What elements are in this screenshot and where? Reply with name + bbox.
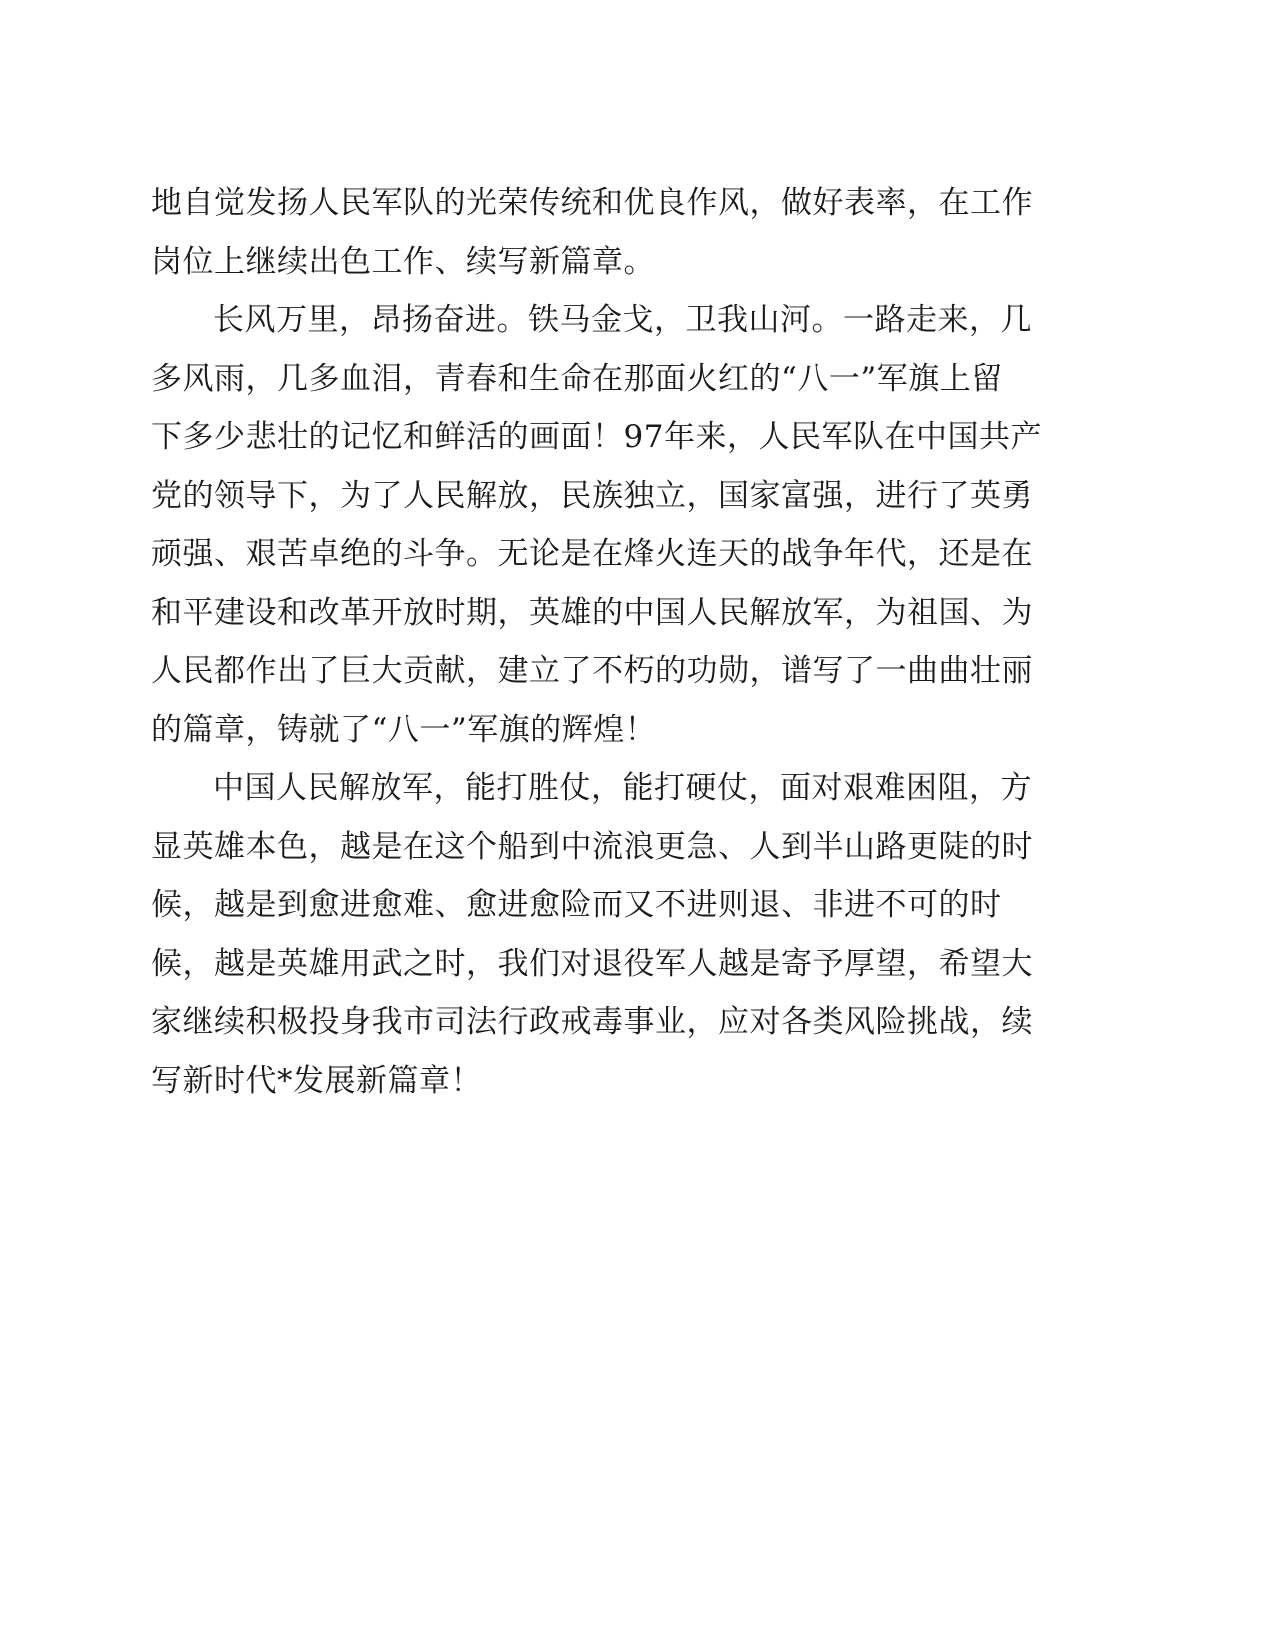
text-line: 和平建设和改革开放时期，英雄的中国人民解放军，为祖国、为 [151,594,1033,631]
text-line: 写新时代*发展新篇章！ [151,1062,482,1099]
text-line: 候，越是到愈进愈难、愈进愈险而又不进则退、非进不可的时 [151,887,1002,923]
text-line: 长风万里，昂扬奋进。铁马金戈，卫我山河。一路走来，几 [213,302,1032,338]
text-line: 岗位上继续出色工作、续写新篇章。 [151,243,655,280]
text-line: 地自觉发扬人民军队的光荣传统和优良作风，做好表率，在工作 [151,185,1033,221]
text-line: 下多少悲壮的记忆和鲜活的画面！97年来，人民军队在中国共产 [151,419,1042,455]
text-line: 显英雄本色，越是在这个船到中流浪更急、人到半山路更陡的时 [151,828,1033,865]
text-line: 候，越是英雄用武之时，我们对退役军人越是寄予厚望，希望大 [151,945,1033,982]
text-line: 中国人民解放军，能打胜仗，能打硬仗，面对艰难困阻，方 [213,770,1032,806]
text-line: 的篇章，铸就了“八一”军旗的辉煌！ [151,711,657,748]
text-line: 人民都作出了巨大贡献，建立了不朽的功勋，谱写了一曲曲壮丽 [151,653,1033,689]
text-line: 家继续积极投身我市司法行政戒毒事业，应对各类风险挑战，续 [151,1004,1033,1040]
text-line: 党的领导下，为了人民解放，民族独立，国家富强，进行了英勇 [151,477,1033,514]
body-text [151,174,1071,1110]
text-line: 顽强、艰苦卓绝的斗争。无论是在烽火连天的战争年代，还是在 [151,536,1033,572]
text-line: 多风雨，几多血泪，青春和生命在那面火红的“八一”军旗上留 [151,360,1003,397]
